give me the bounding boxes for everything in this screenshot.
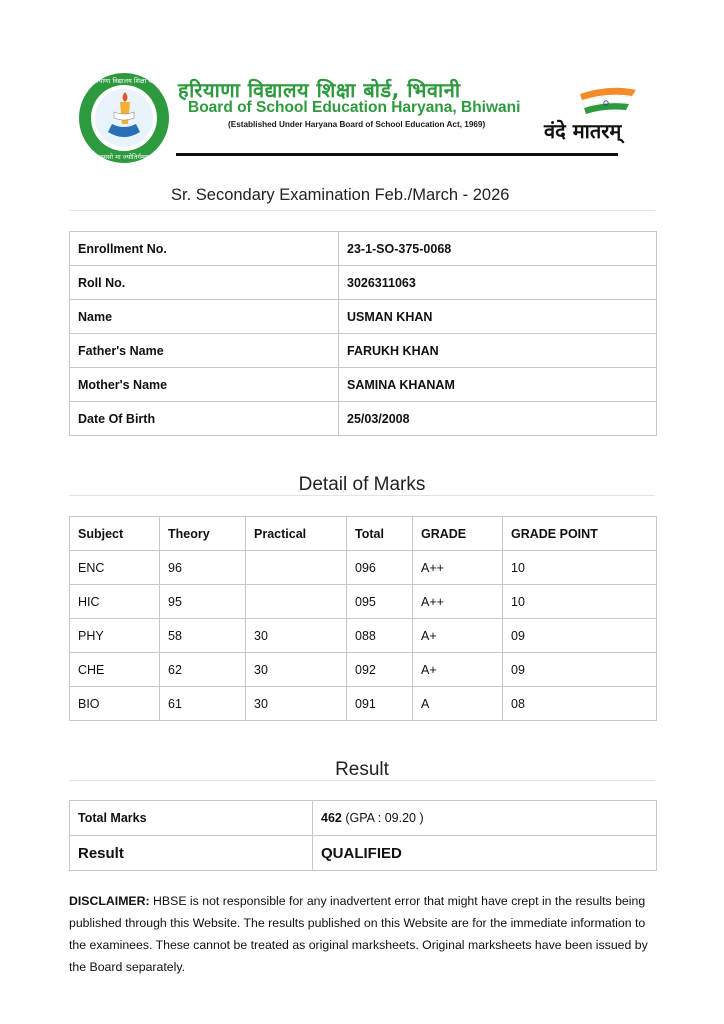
marks-cell: 10 (503, 551, 657, 585)
result-label: Result (70, 836, 313, 871)
table-row (70, 551, 657, 585)
total-marks-value: 462 (321, 811, 342, 825)
marks-cell: 08 (503, 687, 657, 721)
marks-cell: 095 (347, 585, 413, 619)
info-label: Date Of Birth (70, 402, 339, 436)
marks-cell: 95 (160, 585, 246, 619)
marks-cell: A+ (413, 619, 503, 653)
vande-mataram-logo (540, 74, 638, 148)
total-marks-label: Total Marks (70, 801, 313, 836)
disclaimer-label: DISCLAIMER: (69, 894, 150, 908)
table-row (70, 402, 657, 436)
column-header: GRADE (413, 517, 503, 551)
info-label: Name (70, 300, 339, 334)
marks-table (69, 516, 657, 721)
info-value: USMAN KHAN (339, 300, 657, 334)
table-row (70, 300, 657, 334)
info-value: SAMINA KHANAM (339, 368, 657, 402)
marks-cell: 30 (246, 687, 347, 721)
marks-cell: 09 (503, 619, 657, 653)
column-header: Theory (160, 517, 246, 551)
info-label: Father's Name (70, 334, 339, 368)
disclaimer-text: HBSE is not responsible for any inadvertent error that might have crept in the results being published through this Website. The results published on this Website are for the immediate information to the examinees. These cannot be treated as original marksheets. Original marksheets have been issued by the Board separately. (69, 894, 648, 974)
result-heading: Result (69, 759, 655, 781)
table-row (70, 585, 657, 619)
marks-cell: 62 (160, 653, 246, 687)
marks-cell: 088 (347, 619, 413, 653)
board-title-english: Board of School Education Haryana, Bhiwani (188, 99, 521, 116)
marks-cell: 10 (503, 585, 657, 619)
marks-cell: 61 (160, 687, 246, 721)
marks-cell: PHY (70, 619, 160, 653)
table-row (70, 266, 657, 300)
marks-cell: 30 (246, 653, 347, 687)
marks-cell: CHE (70, 653, 160, 687)
board-established-note: (Established Under Haryana Board of School Education Act, 1969) (228, 120, 486, 129)
info-value: 23-1-SO-375-0068 (339, 232, 657, 266)
marks-cell: 09 (503, 653, 657, 687)
result-value: QUALIFIED (313, 836, 657, 871)
column-header: Subject (70, 517, 160, 551)
marks-cell (246, 551, 347, 585)
table-row (70, 334, 657, 368)
marks-cell: A (413, 687, 503, 721)
table-row (70, 619, 657, 653)
marks-header-row (70, 517, 657, 551)
marks-cell: A++ (413, 585, 503, 619)
info-label: Roll No. (70, 266, 339, 300)
board-seal-logo (78, 72, 170, 164)
marks-cell: 096 (347, 551, 413, 585)
exam-title: Sr. Secondary Examination Feb./March - 2026 (69, 186, 655, 211)
table-row (70, 801, 657, 836)
table-row (70, 232, 657, 266)
page-header (0, 0, 724, 170)
marks-cell: HIC (70, 585, 160, 619)
board-title-hindi: हरियाणा विद्यालय शिक्षा बोर्ड, भिवानी (178, 78, 461, 102)
marks-heading: Detail of Marks (69, 474, 655, 496)
marks-cell: BIO (70, 687, 160, 721)
info-value: 25/03/2008 (339, 402, 657, 436)
marks-cell: 092 (347, 653, 413, 687)
marks-cell: A+ (413, 653, 503, 687)
column-header: Practical (246, 517, 347, 551)
table-row (70, 687, 657, 721)
seal-bottom-text: तमसो मा ज्योतिर्गमय (99, 153, 149, 161)
column-header: GRADE POINT (503, 517, 657, 551)
result-table (69, 800, 657, 871)
marks-cell: 30 (246, 619, 347, 653)
column-header: Total (347, 517, 413, 551)
info-value: 3026311063 (339, 266, 657, 300)
table-row (70, 653, 657, 687)
marks-cell (246, 585, 347, 619)
total-marks-cell (313, 801, 657, 836)
marks-cell: 58 (160, 619, 246, 653)
student-info-table (69, 231, 657, 436)
info-label: Mother's Name (70, 368, 339, 402)
vande-mataram-text: वंदे मातरम् (544, 119, 622, 143)
seal-top-text: हरियाणा विद्यालय शिक्षा बोर्ड (90, 77, 158, 85)
table-row (70, 368, 657, 402)
marks-cell: 091 (347, 687, 413, 721)
table-row (70, 836, 657, 871)
info-value: FARUKH KHAN (339, 334, 657, 368)
marks-cell: 96 (160, 551, 246, 585)
info-label: Enrollment No. (70, 232, 339, 266)
marks-cell: ENC (70, 551, 160, 585)
gpa-text: (GPA : 09.20 ) (345, 811, 424, 825)
marks-cell: A++ (413, 551, 503, 585)
header-divider (176, 153, 618, 156)
disclaimer (69, 890, 655, 978)
